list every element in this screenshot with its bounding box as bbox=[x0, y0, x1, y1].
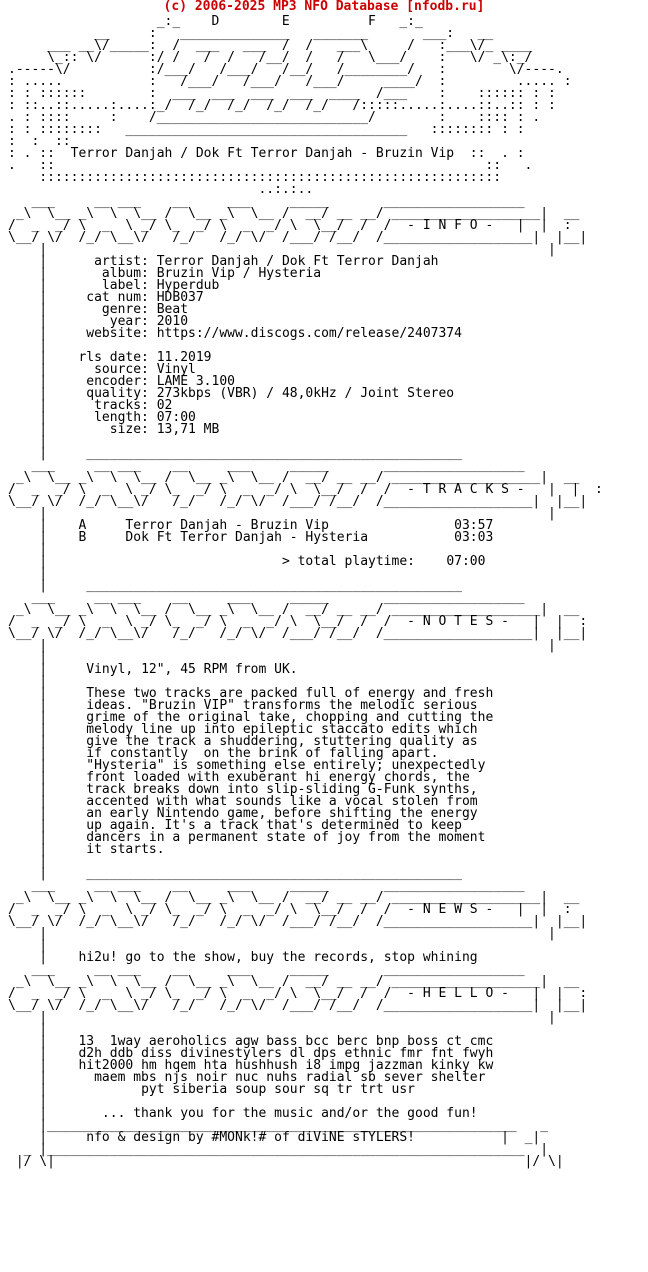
notes-line: dancers in a permanent state of joy from the moment bbox=[86, 830, 486, 845]
section-hello: - H E L L O - bbox=[407, 986, 509, 1001]
release-year: 2010 bbox=[156, 314, 189, 329]
track-time: 03:57 bbox=[454, 518, 494, 533]
notes-line: if constantly on the brink of falling apart. bbox=[86, 746, 439, 761]
thanks-line: ... thank you for the music and/or the good fun! bbox=[101, 1106, 478, 1121]
greetings-line: maem mbs njs noir nuc nuhs radial sb sever shelter bbox=[94, 1070, 486, 1085]
release-encoder: LAME 3.100 bbox=[156, 374, 235, 389]
track-pos: A bbox=[78, 518, 87, 533]
track-time: 03:03 bbox=[454, 530, 494, 545]
section-tracks: - T R A C K S - bbox=[407, 482, 525, 497]
release-source: Vinyl bbox=[156, 362, 196, 377]
release-label: Hyperdub bbox=[156, 278, 220, 293]
release-quality: 273kbps (VBR) / 48,0kHz / Joint Stereo bbox=[156, 386, 455, 401]
greetings-line: 13 1way aeroholics agw bass bcc berc bnp boss ct cmc bbox=[78, 1034, 494, 1049]
news-text: hi2u! go to the show, buy the records, stop whining bbox=[78, 950, 478, 965]
notes-line: front loaded with exuberant hi energy chords, the bbox=[86, 770, 470, 785]
release-website: https://www.discogs.com/release/2407374 bbox=[156, 326, 462, 341]
notes-line: an early Nintendo game, before shifting the energy bbox=[86, 806, 478, 821]
release-cat-num: HDB037 bbox=[156, 290, 204, 305]
notes-line: "Hysteria" is something else entirely; unexpectedly bbox=[86, 758, 486, 773]
track-title: Dok Ft Terror Danjah - Hysteria bbox=[125, 530, 455, 545]
track-pos: B bbox=[78, 530, 87, 545]
notes-line: give the track a shuddering, stuttering quality as bbox=[86, 734, 478, 749]
greetings-line: hit2000 hm hqem hta hushhush i8 impg jazzman kinky kw bbox=[78, 1058, 494, 1073]
notes-line: accented with what sounds like a vocal stolen from bbox=[86, 794, 478, 809]
release-size: 13,71 MB bbox=[156, 422, 220, 437]
release-genre: Beat bbox=[156, 302, 189, 317]
notes-line: melody line up into epileptic staccato edits which bbox=[86, 722, 478, 737]
track-title: Terror Danjah - Bruzin Vip bbox=[125, 518, 455, 533]
total-playtime-label: > total playtime: bbox=[281, 554, 415, 569]
notes-line: grime of the original take, chopping and cutting the bbox=[86, 710, 494, 725]
total-playtime: 07:00 bbox=[446, 554, 486, 569]
section-news: - N E W S - bbox=[407, 902, 494, 917]
release-artist: Terror Danjah / Dok Ft Terror Danjah bbox=[156, 254, 439, 269]
section-notes: - N O T E S - bbox=[407, 614, 509, 629]
release-title: Terror Danjah / Dok Ft Terror Danjah - Bruzin Vip bbox=[70, 146, 455, 161]
notes-line: These two tracks are packed full of energy and fresh bbox=[86, 686, 494, 701]
release-tracks: 02 bbox=[156, 398, 173, 413]
notes-line: ideas. "Bruzin VIP" transforms the melodic serious bbox=[86, 698, 478, 713]
notes-line: track breaks down into slip-sliding G-Funk synths, bbox=[86, 782, 478, 797]
notes-line: it starts. bbox=[86, 842, 165, 857]
credits-line: nfo & design by #MONk!# of diViNE sTYLERS! bbox=[86, 1130, 416, 1145]
copyright-header: (c) 2006-2025 MP3 NFO Database [nfodb.ru] bbox=[163, 0, 485, 14]
greetings-line: d2h ddb diss divinestylers dl dps ethnic fmr fnt fwyh bbox=[78, 1046, 494, 1061]
greetings-line: pyt siberia soup sour sq tr trt usr bbox=[141, 1082, 415, 1097]
release-length: 07:00 bbox=[156, 410, 196, 425]
notes-format: Vinyl, 12", 45 RPM from UK. bbox=[86, 662, 298, 677]
notes-line: up again. It's a track that's determined to keep bbox=[86, 818, 462, 833]
release-album: Bruzin Vip / Hysteria bbox=[156, 266, 322, 281]
nfo-ascii-document: _:_ D E F _:_ __ : ______________ _______ ___: __ ___ __\/_____: / ___ ___ / / ___\ / :___\/_ ____ \_:: \/ :/ / / / /__/ / / \___/ : \/ _\:_/ .-----\/ :/___/ /___/ /__/ /________/ : \/----. : ..... : /___/ /___/ /___/ ____/ : ..... : : : :::::: : ___ ___ ___ ___ ____ /___ : :::::: : : : ::..::.....:....:_/ /_/ /_/ /_/ /_/ /:::::.....:....::..:: : : . : :::: : /___________________________/ : :::: : . : : :::::::: ____________________________________ :::::::: : : : : :: : . :: Terror Danjah / Dok Ft Terror Danjah - Bruzin Vip :: . : . :: :: . ::::::::::::::::::::::::::::::::::::::::::::::::::::::::::: ..:.:.. ___ __ ___ __ ___ _____ __________________ _\ \__ _\ \ \__ / \__ _\ \__ / __/ __ __/ ___________________| __ / _ _/ \ _ \ _/ \_ _/ \ _ _/ \ \__/ / / - I N F O - | | : \__/ \/ /_/ \__\/ /_/ /_/ \/ /___/ /__/ /___________________| |__| | | | artist: Terror Danjah / Dok Ft Terror Danjah | album: Bruzin Vip / Hysteria | label: Hyperdub | cat num: HDB037 | genre: Beat | year: 2010 | website: https://www.discogs.com/release/2407374 | | rls date: 11.2019 | source: Vinyl | encoder: LAME 3.100 | quality: 273kbps (VBR) / 48,0kHz / Joint Stereo | tracks: 02 | length: 07:00 | size: 13,71 MB | | ________________________________________________ ___ __ ___ __ ___ _____ __________________ _\ \__ _\ \ \__ / \__ _\ \__ / __/ __ __/ ___________________| __ / _ _/ \ _ \ _/ \_ _/ \ _ _/ \ \__/ / / - T R A C K S - | | : \__/ \/ /_/ \__\/ /_/ /_/ \/ /___/ /__/ /___________________| |__| | | | A Terror Danjah - Bruzin Vip 03:57 | B Dok Ft Terror Danjah - Hysteria 03:03 | | > total playtime: 07:00 | | ________________________________________________ ___ __ ___ __ ___ _____ __________________ _\ \__ _\ \ \__ / \__ _\ \__ / __/ __ __/ ___________________| __ / _ _/ \ _ \ _/ \_ _/ \ _ _/ \ \__/ / / - N O T E S - | | : \__/ \/ /_/ \__\/ /_/ /_/ \/ /___/ /__/ /___________________| |__| | | | | Vinyl, 12", 45 RPM from UK. | | These two tracks are packed full of energy and fresh | ideas. "Bruzin VIP" transforms the melodic serious | grime of the original take, chopping and cutting the | melody line up into epileptic staccato edits which | give the track a shuddering, stuttering quality as | if constantly on the brink of falling apart. | "Hysteria" is something else entirely; unexpectedly | front loaded with exuberant hi energy chords, the | track breaks down into slip-sliding G-Funk synths, | accented with what sounds like a vocal stolen from | an early Nintendo game, before shifting the energy | up again. It's a track that's determined to keep | dancers in a permanent state of joy from the moment | it starts. | | ________________________________________________ ___ __ ___ __ ___ _____ __________________ _\ \__ _\ \ \__ / \__ _\ \__ / __/ __ __/ ___________________| __ / _ _/ \ _ \ _/ \_ _/ \ _ _/ \ \__/ / / - N E W S - | | : \__/ \/ /_/ \__\/ /_/ /_/ \/ /___/ /__/ /___________________| |__| | | | | hi2u! go to the show, buy the records, stop whining ___ __ ___ __ ___ _____ __________________ _\ \__ _\ \ \__ / \__ _\ \__ / __/ __ __/ ___________________| __ / _ _/ \ _ \ _/ \_ _/ \ _ _/ \ \__/ / / - H E L L O - | | : \__/ \/ /_/ \__\/ /_/ /_/ \/ /___/ /__/ /___________________| |__| | | | | 13 1way aeroholics agw bass bcc berc bnp boss ct cmc | d2h ddb diss divinestylers dl dps ethnic fmr fnt fwyh | hit2000 hm hqem hta hushhush i8 impg jazzman kinky kw | maem mbs njs noir nuc nuhs radial sb sever shelter | pyt siberia soup sour sq tr trt usr | | ... thank you for the music and/or the good fun! |____________________________________________________________ _ | nfo & design by #MONk!# of diViNE sTYLERS! | _| _ |_____________________________________________________________ | |/ \| |/ \| bbox=[8, 14, 603, 1169]
release-rls-date: 11.2019 bbox=[156, 350, 212, 365]
section-info: - I N F O - bbox=[407, 218, 494, 233]
